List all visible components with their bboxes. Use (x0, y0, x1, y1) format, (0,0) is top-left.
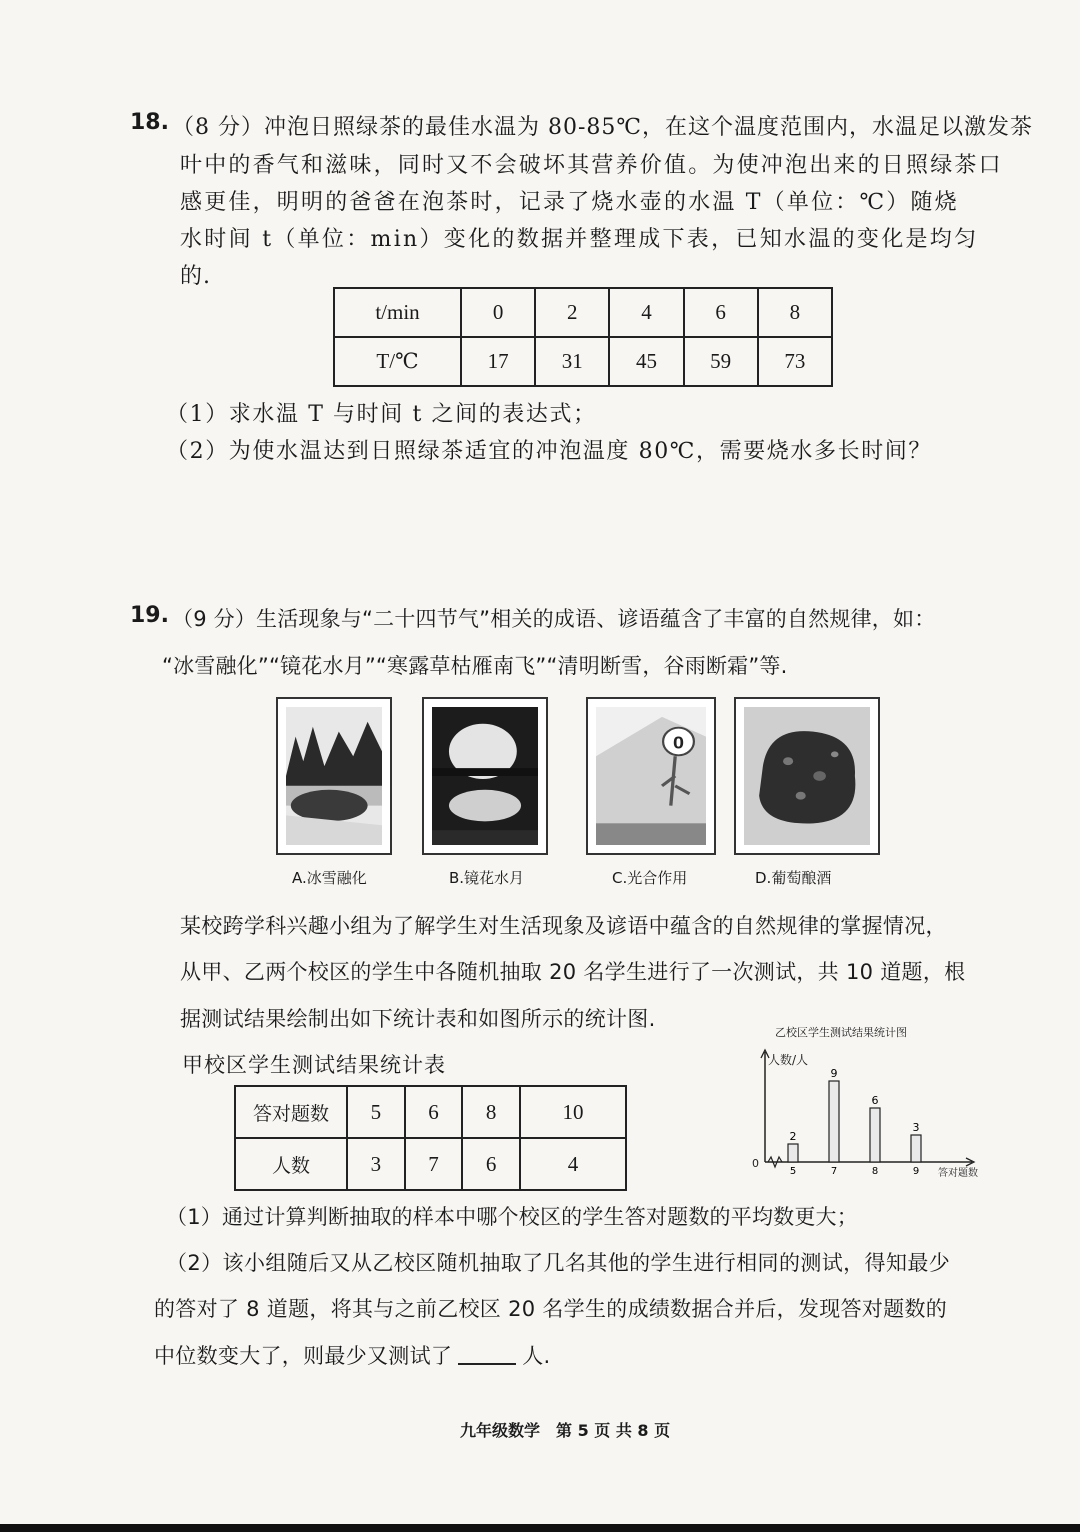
q18-table-cell: 2 (535, 288, 609, 337)
bar-value-label: 3 (912, 1121, 920, 1134)
bar-chart (740, 1020, 1010, 1185)
q19-number: 19. (130, 603, 169, 628)
q19-table-title: 甲校区学生测试结果统计表 (182, 1053, 446, 1077)
q18-table-cell: 73 (758, 337, 832, 386)
bar-series (788, 1067, 921, 1177)
chart-title: 乙校区学生测试结果统计图 (775, 1026, 907, 1039)
answer-blank (458, 1363, 516, 1365)
bar-9 (911, 1135, 921, 1162)
q19-table-cell: 5 (347, 1086, 405, 1138)
q18-table-cell: 59 (684, 337, 758, 386)
bar-5 (788, 1144, 798, 1162)
photosynthesis-image (596, 707, 706, 845)
q18-table-cell: 8 (758, 288, 832, 337)
q19-line-1: （9 分）生活现象与“二十四节气”相关的成语、谚语蕴含了丰富的自然规律，如： (172, 607, 936, 631)
picture-mirror-moon (422, 697, 548, 855)
y-axis-label: 人数/人 (768, 1053, 809, 1067)
bar-7 (829, 1081, 839, 1162)
x-tick-label: 7 (830, 1166, 838, 1177)
q19-data-table (234, 1085, 627, 1191)
bar-8 (870, 1108, 880, 1162)
q18-table-cell: 17 (461, 337, 535, 386)
q19-table-cell: 7 (405, 1138, 463, 1190)
q19-para-3: 据测试结果绘制出如下统计表和如图所示的统计图. (180, 1007, 656, 1031)
caption-b: B.镜花水月 (449, 869, 525, 887)
bar-value-label: 9 (830, 1067, 838, 1080)
q18-line-5: 的. (180, 264, 211, 289)
sun-letter: 0 (673, 732, 685, 753)
caption-d: D.葡萄酿酒 (755, 869, 832, 887)
q18-line-1: （8 分）冲泡日照绿茶的最佳水温为 80-85℃，在这个温度范围内，水温足以激发茶 (172, 115, 1034, 140)
q18-line-2: 叶中的香气和滋味，同时又不会破坏其营养价值。为使冲泡出来的日照绿茶口 (180, 153, 1003, 178)
page-footer: 九年级数学 第 5 页 共 8 页 (460, 1421, 671, 1440)
q19-table-cell: 8 (462, 1086, 520, 1138)
q18-sub-2: （2）为使水温达到日照绿茶适宜的冲泡温度 80℃，需要烧水多长时间？ (166, 439, 932, 464)
q18-data-table (333, 287, 833, 387)
caption-c: C.光合作用 (612, 869, 688, 887)
q18-table-cell: 4 (609, 288, 683, 337)
x-tick-label: 8 (871, 1166, 879, 1177)
q19-sub-2-unit: 人. (522, 1344, 551, 1368)
q19-sub-1: （1）通过计算判断抽取的样本中哪个校区的学生答对题数的平均数更大； (166, 1205, 858, 1229)
x-axis-label: 答对题数 (938, 1168, 978, 1179)
q18-table-cell: 45 (609, 337, 683, 386)
q18-sub-1: （1）求水温 T 与时间 t 之间的表达式； (166, 402, 597, 427)
q18-table-cell: 0 (461, 288, 535, 337)
q19-sub-2-line-2: 的答对了 8 道题，将其与之前乙校区 20 名学生的成绩数据合并后，发现答对题数的 (154, 1297, 948, 1321)
q19-table-cell: 6 (405, 1086, 463, 1138)
q19-para-2: 从甲、乙两个校区的学生中各随机抽取 20 名学生进行了一次测试，共 10 道题，根 (180, 960, 966, 984)
picture-photosynthesis (586, 697, 716, 855)
q19-table-header-answers: 答对题数 (235, 1086, 347, 1138)
q19-table-cell: 4 (520, 1138, 626, 1190)
x-tick-label: 5 (789, 1166, 797, 1177)
bar-value-label: 6 (871, 1094, 879, 1107)
q19-table-header-people: 人数 (235, 1138, 347, 1190)
q19-para-1: 某校跨学科兴趣小组为了解学生对生活现象及谚语中蕴含的自然规律的掌握情况， (180, 914, 947, 938)
bar-value-label: 2 (789, 1130, 797, 1143)
q18-table-cell: 31 (535, 337, 609, 386)
grape-wine-image (744, 707, 870, 845)
bottom-bar (0, 1524, 1080, 1532)
x-tick-label: 9 (912, 1166, 920, 1177)
q19-line-2: “冰雪融化”“镜花水月”“寒露草枯雁南飞”“清明断雪，谷雨断霜”等. (162, 654, 788, 678)
ice-melting-image (286, 707, 382, 845)
picture-grape-wine (734, 697, 880, 855)
picture-ice-melting (276, 697, 392, 855)
q19-table-cell: 3 (347, 1138, 405, 1190)
q19-table-cell: 10 (520, 1086, 626, 1138)
origin-label: 0 (752, 1157, 759, 1170)
q19-table-cell: 6 (462, 1138, 520, 1190)
q19-sub-2-line-1: （2）该小组随后又从乙校区随机抽取了几名其他的学生进行相同的测试，得知最少 (166, 1251, 951, 1275)
q19-sub-2-text: 中位数变大了，则最少又测试了 (154, 1344, 453, 1368)
q18-table-cell: 6 (684, 288, 758, 337)
q18-line-3: 感更佳，明明的爸爸在泡茶时，记录了烧水壶的水温 T（单位：℃）随烧 (180, 190, 959, 215)
q18-table-header-t: t/min (334, 288, 461, 337)
q18-number: 18. (130, 110, 169, 135)
moon-reflection-image (432, 707, 538, 845)
q19-sub-2-line-3 (154, 1340, 550, 1370)
q18-table-header-T: T/℃ (334, 337, 461, 386)
caption-a: A.冰雪融化 (292, 869, 367, 887)
q18-line-4: 水时间 t（单位：min）变化的数据并整理成下表，已知水温的变化是均匀 (180, 227, 979, 252)
